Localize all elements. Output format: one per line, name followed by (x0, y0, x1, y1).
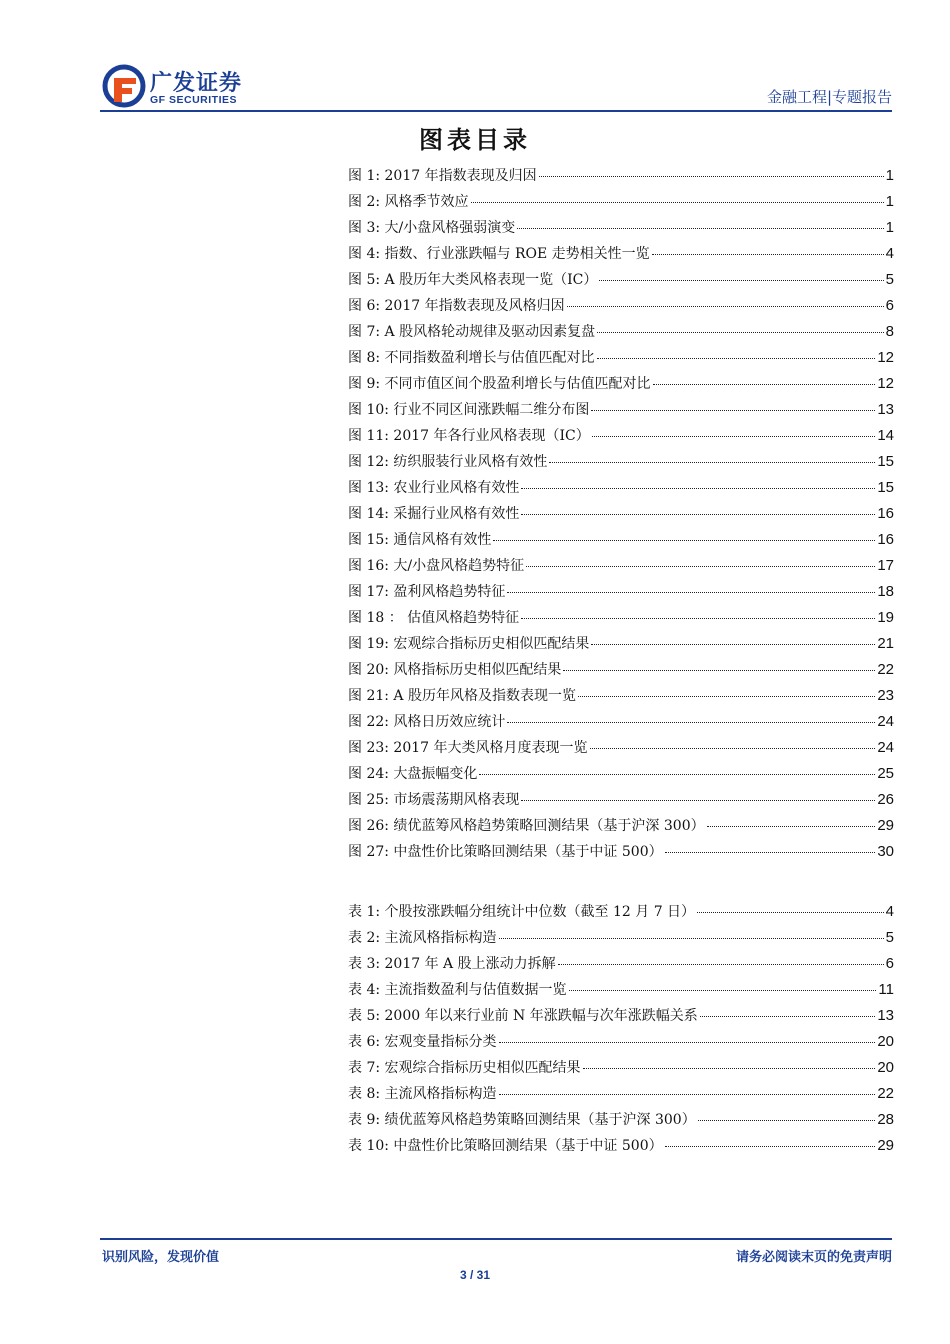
toc-label: 表 5: 2000 年以来行业前 N 年涨跌幅与次年涨跌幅关系 (348, 1008, 698, 1024)
toc-label: 图 24: 大盘振幅变化 (348, 766, 478, 782)
dot-leader (499, 1042, 876, 1043)
toc-row[interactable] (348, 633, 894, 659)
dot-leader (507, 722, 875, 723)
toc-page: 12 (877, 349, 894, 366)
dot-leader (583, 1068, 876, 1069)
toc-page: 29 (877, 817, 894, 834)
toc-page: 12 (877, 375, 894, 392)
toc-label: 图 26: 绩优蓝筹风格趋势策略回测结果（基于沪深 300） (348, 818, 705, 834)
toc-label: 图 2: 风格季节效应 (348, 194, 469, 210)
toc-page: 29 (877, 1137, 894, 1154)
toc-page: 5 (885, 271, 894, 288)
toc-row[interactable] (348, 979, 894, 1005)
toc-row[interactable] (348, 1005, 894, 1031)
toc-row[interactable] (348, 685, 894, 711)
toc-page: 13 (877, 1007, 894, 1024)
toc-label: 表 2: 主流风格指标构造 (348, 930, 497, 946)
toc-label: 图 17: 盈利风格趋势特征 (348, 584, 506, 600)
dot-leader (549, 462, 875, 463)
figure-list (348, 165, 894, 867)
dot-leader (507, 592, 875, 593)
toc-page: 24 (877, 713, 894, 730)
toc-page: 22 (877, 1085, 894, 1102)
dot-leader (597, 332, 884, 333)
dot-leader (697, 912, 884, 913)
toc-label: 图 3: 大/小盘风格强弱演变 (348, 220, 516, 236)
toc-label: 图 22: 风格日历效应统计 (348, 714, 506, 730)
toc-row[interactable] (348, 1057, 894, 1083)
toc-row[interactable] (348, 243, 894, 269)
page-title: 图表目录 (419, 126, 531, 154)
dot-leader (521, 800, 875, 801)
toc-label: 图 12: 纺织服装行业风格有效性 (348, 454, 548, 470)
toc-label: 图 21: A 股历年风格及指数表现一览 (348, 688, 576, 704)
dot-leader (526, 566, 875, 567)
toc-row[interactable] (348, 347, 894, 373)
toc-row[interactable] (348, 191, 894, 217)
toc-label: 图 13: 农业行业风格有效性 (348, 480, 520, 496)
toc-page: 14 (877, 427, 894, 444)
toc-page: 15 (877, 479, 894, 496)
dot-leader (558, 964, 884, 965)
toc-label: 图 23: 2017 年大类风格月度表现一览 (348, 740, 588, 756)
toc-page: 30 (877, 843, 894, 860)
dot-leader (707, 826, 876, 827)
toc-page: 28 (877, 1111, 894, 1128)
toc-page: 16 (877, 505, 894, 522)
company-logo (102, 64, 272, 108)
toc-label: 图 5: A 股历年大类风格表现一览（IC） (348, 272, 598, 288)
toc-row[interactable] (348, 217, 894, 243)
report-section: 金融工程|专题报告 (766, 88, 892, 106)
toc-label: 表 9: 绩优蓝筹风格趋势策略回测结果（基于沪深 300） (348, 1112, 696, 1128)
toc-row[interactable] (348, 581, 894, 607)
toc-page: 25 (877, 765, 894, 782)
gf-logo-icon (102, 64, 146, 108)
toc-label: 图 27: 中盘性价比策略回测结果（基于中证 500） (348, 844, 663, 860)
toc-row[interactable] (348, 659, 894, 685)
toc-row[interactable] (348, 295, 894, 321)
toc-label: 表 4: 主流指数盈利与估值数据一览 (348, 982, 567, 998)
dot-leader (479, 774, 875, 775)
dot-leader (665, 1146, 876, 1147)
toc-row[interactable] (348, 477, 894, 503)
toc-label: 表 8: 主流风格指标构造 (348, 1086, 497, 1102)
toc-row[interactable] (348, 1031, 894, 1057)
toc-page: 15 (877, 453, 894, 470)
toc-label: 图 10: 行业不同区间涨跌幅二维分布图 (348, 402, 590, 418)
toc-page: 21 (877, 635, 894, 652)
footer-disclaimer: 请务必阅读末页的免责声明 (735, 1250, 892, 1265)
toc-page: 20 (877, 1033, 894, 1050)
toc-row[interactable] (348, 1109, 894, 1135)
toc-label: 图 4: 指数、行业涨跌幅与 ROE 走势相关性一览 (348, 246, 650, 262)
toc-row[interactable] (348, 399, 894, 425)
toc-page: 18 (877, 583, 894, 600)
toc-row[interactable] (348, 737, 894, 763)
toc-row[interactable] (348, 321, 894, 347)
dot-leader (597, 358, 876, 359)
toc-label: 图 7: A 股风格轮动规律及驱动因素复盘 (348, 324, 596, 340)
toc-label: 图 6: 2017 年指数表现及风格归因 (348, 298, 565, 314)
toc-row[interactable] (348, 607, 894, 633)
toc-label: 表 6: 宏观变量指标分类 (348, 1034, 497, 1050)
toc-row[interactable] (348, 763, 894, 789)
dot-leader (578, 696, 875, 697)
toc-page: 6 (885, 297, 894, 314)
footer-slogan: 识别风险，发现价值 (102, 1250, 220, 1265)
toc-page: 1 (885, 167, 894, 184)
toc-page: 11 (878, 981, 894, 998)
dot-leader (591, 644, 875, 645)
toc-page: 4 (885, 903, 894, 920)
toc-row[interactable] (348, 269, 894, 295)
logo-text-cn: 广发证券 (150, 71, 243, 96)
toc-row[interactable] (348, 451, 894, 477)
toc-label: 图 15: 通信风格有效性 (348, 532, 492, 548)
toc-page: 22 (877, 661, 894, 678)
toc-page: 8 (885, 323, 894, 340)
page-number: 3 / 31 (459, 1268, 491, 1282)
dot-leader (521, 488, 875, 489)
dot-leader (653, 384, 876, 385)
toc-row[interactable] (348, 529, 894, 555)
toc-row[interactable] (348, 1135, 894, 1161)
toc-page: 19 (877, 609, 894, 626)
toc-page: 13 (877, 401, 894, 418)
toc-page: 5 (885, 929, 894, 946)
toc-row[interactable] (348, 789, 894, 815)
toc-label: 图 18 ： 估值风格趋势特征 (348, 610, 520, 626)
table-list (348, 901, 894, 1161)
toc-row[interactable] (348, 555, 894, 581)
dot-leader (592, 436, 876, 437)
dot-leader (563, 670, 875, 671)
header-divider (100, 110, 892, 112)
toc-label: 图 19: 宏观综合指标历史相似匹配结果 (348, 636, 590, 652)
toc-page: 23 (877, 687, 894, 704)
toc-row[interactable] (348, 927, 894, 953)
toc-row[interactable] (348, 953, 894, 979)
toc-label: 图 1: 2017 年指数表现及归因 (348, 168, 537, 184)
toc-row[interactable] (348, 711, 894, 737)
toc-row[interactable] (348, 373, 894, 399)
logo-text-en: GF SECURITIES (150, 94, 238, 106)
toc-row[interactable] (348, 841, 894, 867)
dot-leader (539, 176, 884, 177)
dot-leader (493, 540, 875, 541)
toc-label: 图 16: 大/小盘风格趋势特征 (348, 558, 525, 574)
toc-label: 图 11: 2017 年各行业风格表现（IC） (348, 428, 590, 444)
toc-label: 图 25: 市场震荡期风格表现 (348, 792, 520, 808)
toc-page: 24 (877, 739, 894, 756)
toc-label: 表 10: 中盘性价比策略回测结果（基于中证 500） (348, 1138, 663, 1154)
toc-page: 16 (877, 531, 894, 548)
dot-leader (698, 1120, 876, 1121)
footer-divider (100, 1238, 892, 1240)
dot-leader (471, 202, 884, 203)
toc-page: 1 (885, 193, 894, 210)
dot-leader (590, 748, 876, 749)
dot-leader (517, 228, 883, 229)
dot-leader (700, 1016, 876, 1017)
toc-row[interactable] (348, 425, 894, 451)
dot-leader (499, 1094, 876, 1095)
toc-label: 图 9: 不同市值区间个股盈利增长与估值匹配对比 (348, 376, 651, 392)
toc-row[interactable] (348, 901, 894, 927)
toc-row[interactable] (348, 165, 894, 191)
dot-leader (665, 852, 876, 853)
dot-leader (499, 938, 884, 939)
toc-label: 图 20: 风格指标历史相似匹配结果 (348, 662, 562, 678)
toc-row[interactable] (348, 1083, 894, 1109)
dot-leader (521, 514, 875, 515)
toc-label: 表 7: 宏观综合指标历史相似匹配结果 (348, 1060, 581, 1076)
toc-page: 26 (877, 791, 894, 808)
toc-page: 1 (885, 219, 894, 236)
dot-leader (652, 254, 884, 255)
dot-leader (521, 618, 875, 619)
toc-label: 表 1: 个股按涨跌幅分组统计中位数（截至 12 月 7 日） (348, 904, 696, 920)
dot-leader (569, 990, 877, 991)
toc-row[interactable] (348, 815, 894, 841)
toc-page: 4 (885, 245, 894, 262)
toc-label: 图 8: 不同指数盈利增长与估值匹配对比 (348, 350, 595, 366)
toc-label: 表 3: 2017 年 A 股上涨动力拆解 (348, 956, 556, 972)
toc-page: 17 (877, 557, 894, 574)
dot-leader (567, 306, 884, 307)
toc-page: 6 (885, 955, 894, 972)
dot-leader (591, 410, 875, 411)
toc-row[interactable] (348, 503, 894, 529)
toc-label: 图 14: 采掘行业风格有效性 (348, 506, 520, 522)
toc-page: 20 (877, 1059, 894, 1076)
dot-leader (599, 280, 883, 281)
